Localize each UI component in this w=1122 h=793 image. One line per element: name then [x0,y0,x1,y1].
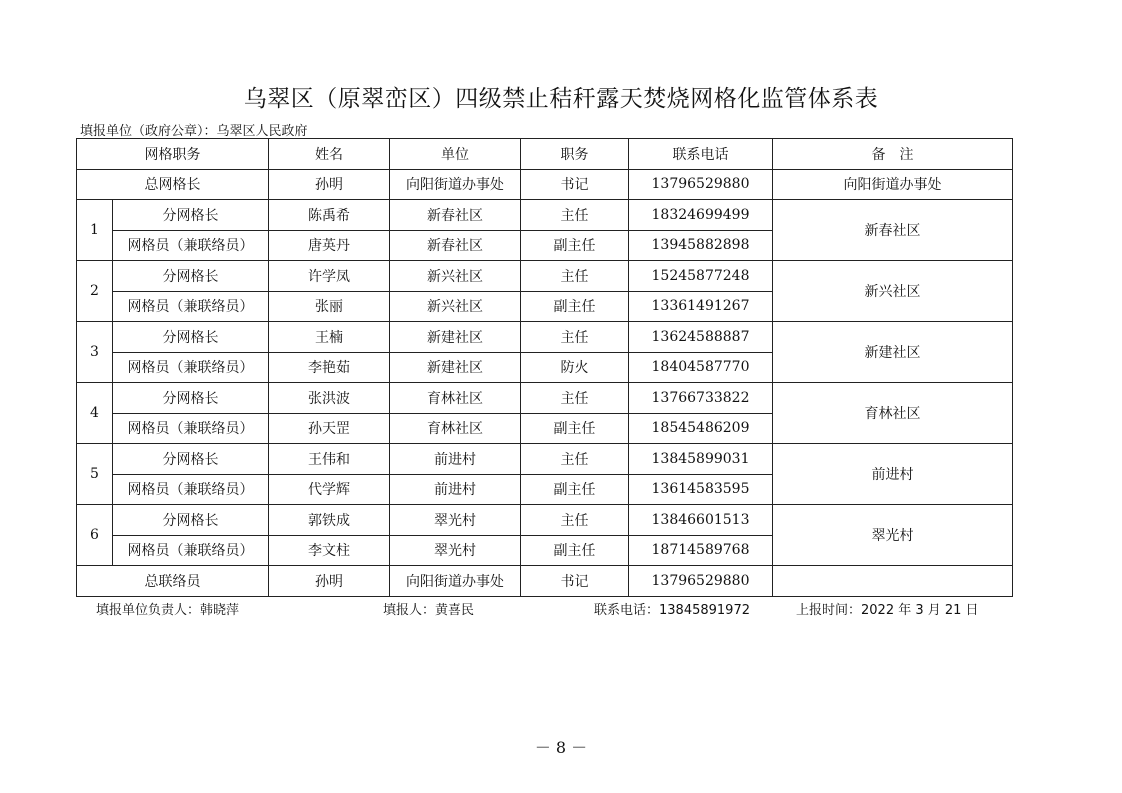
member-unit: 新建社区 [390,352,521,383]
page-number: － 8 － [534,738,588,757]
member-name: 张洪波 [269,383,390,414]
member-name: 代学辉 [269,474,390,505]
liaison-note [773,566,1013,597]
footer [0,599,1122,617]
table-row [77,200,1013,231]
liaison-row [77,566,1013,597]
liaison-phone: 13796529880 [629,566,773,597]
table-row [77,322,1013,353]
member-name: 陈禹希 [269,200,390,231]
table-row [77,444,1013,475]
member-position: 主任 [521,200,629,231]
member-unit: 育林社区 [390,413,521,444]
member-role: 分网格长 [113,322,269,353]
table-row [77,261,1013,292]
footer-date: 上报时间：2022 年 3 月 21 日 [796,603,979,618]
chief-note: 向阳街道办事处 [773,169,1013,200]
member-unit: 新春社区 [390,200,521,231]
member-unit: 前进村 [390,444,521,475]
group-note: 新春社区 [773,200,1013,261]
liaison-name: 孙明 [269,566,390,597]
member-phone: 13766733822 [629,383,773,414]
member-position: 副主任 [521,535,629,566]
chief-name: 孙明 [269,169,390,200]
member-name: 唐英丹 [269,230,390,261]
member-position: 防火 [521,352,629,383]
member-position: 主任 [521,444,629,475]
reporting-unit: 填报单位（政府公章）：乌翠区人民政府 [80,124,308,139]
chief-phone: 13796529880 [629,169,773,200]
chief-role: 总网格长 [77,169,269,200]
member-unit: 新兴社区 [390,291,521,322]
group-note: 新兴社区 [773,261,1013,322]
member-unit: 翠光村 [390,535,521,566]
member-phone: 18404587770 [629,352,773,383]
member-phone: 13361491267 [629,291,773,322]
group-number: 2 [77,261,113,322]
member-name: 李文柱 [269,535,390,566]
liaison-position: 书记 [521,566,629,597]
group-note: 育林社区 [773,383,1013,444]
member-position: 副主任 [521,291,629,322]
header-cell-phone: 联系电话 [629,139,773,170]
liaison-role: 总联络员 [77,566,269,597]
member-position: 主任 [521,261,629,292]
group-number: 6 [77,505,113,566]
group-number: 3 [77,322,113,383]
member-phone: 13614583595 [629,474,773,505]
header-cell-note: 备 注 [773,139,1013,170]
grid-table-body [77,139,1013,597]
document-title: 乌翠区（原翠峦区）四级禁止秸秆露天焚烧网格化监管体系表 [243,86,879,112]
member-name: 张丽 [269,291,390,322]
member-name: 孙天罡 [269,413,390,444]
footer-phone: 联系电话：13845891972 [594,603,750,618]
header-cell-unit: 单位 [390,139,521,170]
header-cell-position: 职务 [521,139,629,170]
member-name: 许学凤 [269,261,390,292]
footer-responsible: 填报单位负责人：韩晓萍 [96,603,240,618]
member-unit: 新建社区 [390,322,521,353]
grid-table [76,138,1013,597]
member-unit: 育林社区 [390,383,521,414]
header-cell-name: 姓名 [269,139,390,170]
footer-filler: 填报人：黄喜民 [383,603,475,618]
member-phone: 13945882898 [629,230,773,261]
member-role: 网格员（兼联络员） [113,535,269,566]
member-name: 王伟和 [269,444,390,475]
header-row [77,139,1013,170]
member-role: 网格员（兼联络员） [113,474,269,505]
member-position: 主任 [521,505,629,536]
group-number: 1 [77,200,113,261]
member-unit: 翠光村 [390,505,521,536]
member-unit: 新兴社区 [390,261,521,292]
member-role: 分网格长 [113,444,269,475]
member-name: 郭铁成 [269,505,390,536]
group-note: 翠光村 [773,505,1013,566]
member-role: 网格员（兼联络员） [113,291,269,322]
group-note: 前进村 [773,444,1013,505]
header-cell-role: 网格职务 [77,139,269,170]
liaison-unit: 向阳街道办事处 [390,566,521,597]
member-name: 王楠 [269,322,390,353]
group-number: 4 [77,383,113,444]
member-position: 主任 [521,322,629,353]
chief-row [77,169,1013,200]
member-phone: 18714589768 [629,535,773,566]
member-role: 分网格长 [113,200,269,231]
member-phone: 15245877248 [629,261,773,292]
member-unit: 新春社区 [390,230,521,261]
member-role: 分网格长 [113,505,269,536]
member-name: 李艳茹 [269,352,390,383]
member-role: 网格员（兼联络员） [113,352,269,383]
member-unit: 前进村 [390,474,521,505]
table-row [77,505,1013,536]
chief-unit: 向阳街道办事处 [390,169,521,200]
member-position: 副主任 [521,413,629,444]
member-role: 网格员（兼联络员） [113,230,269,261]
member-position: 主任 [521,383,629,414]
member-role: 分网格长 [113,261,269,292]
member-phone: 18324699499 [629,200,773,231]
group-note: 新建社区 [773,322,1013,383]
member-position: 副主任 [521,230,629,261]
group-number: 5 [77,444,113,505]
member-role: 分网格长 [113,383,269,414]
member-phone: 18545486209 [629,413,773,444]
member-position: 副主任 [521,474,629,505]
member-phone: 13846601513 [629,505,773,536]
member-role: 网格员（兼联络员） [113,413,269,444]
table-row [77,383,1013,414]
member-phone: 13624588887 [629,322,773,353]
chief-position: 书记 [521,169,629,200]
member-phone: 13845899031 [629,444,773,475]
